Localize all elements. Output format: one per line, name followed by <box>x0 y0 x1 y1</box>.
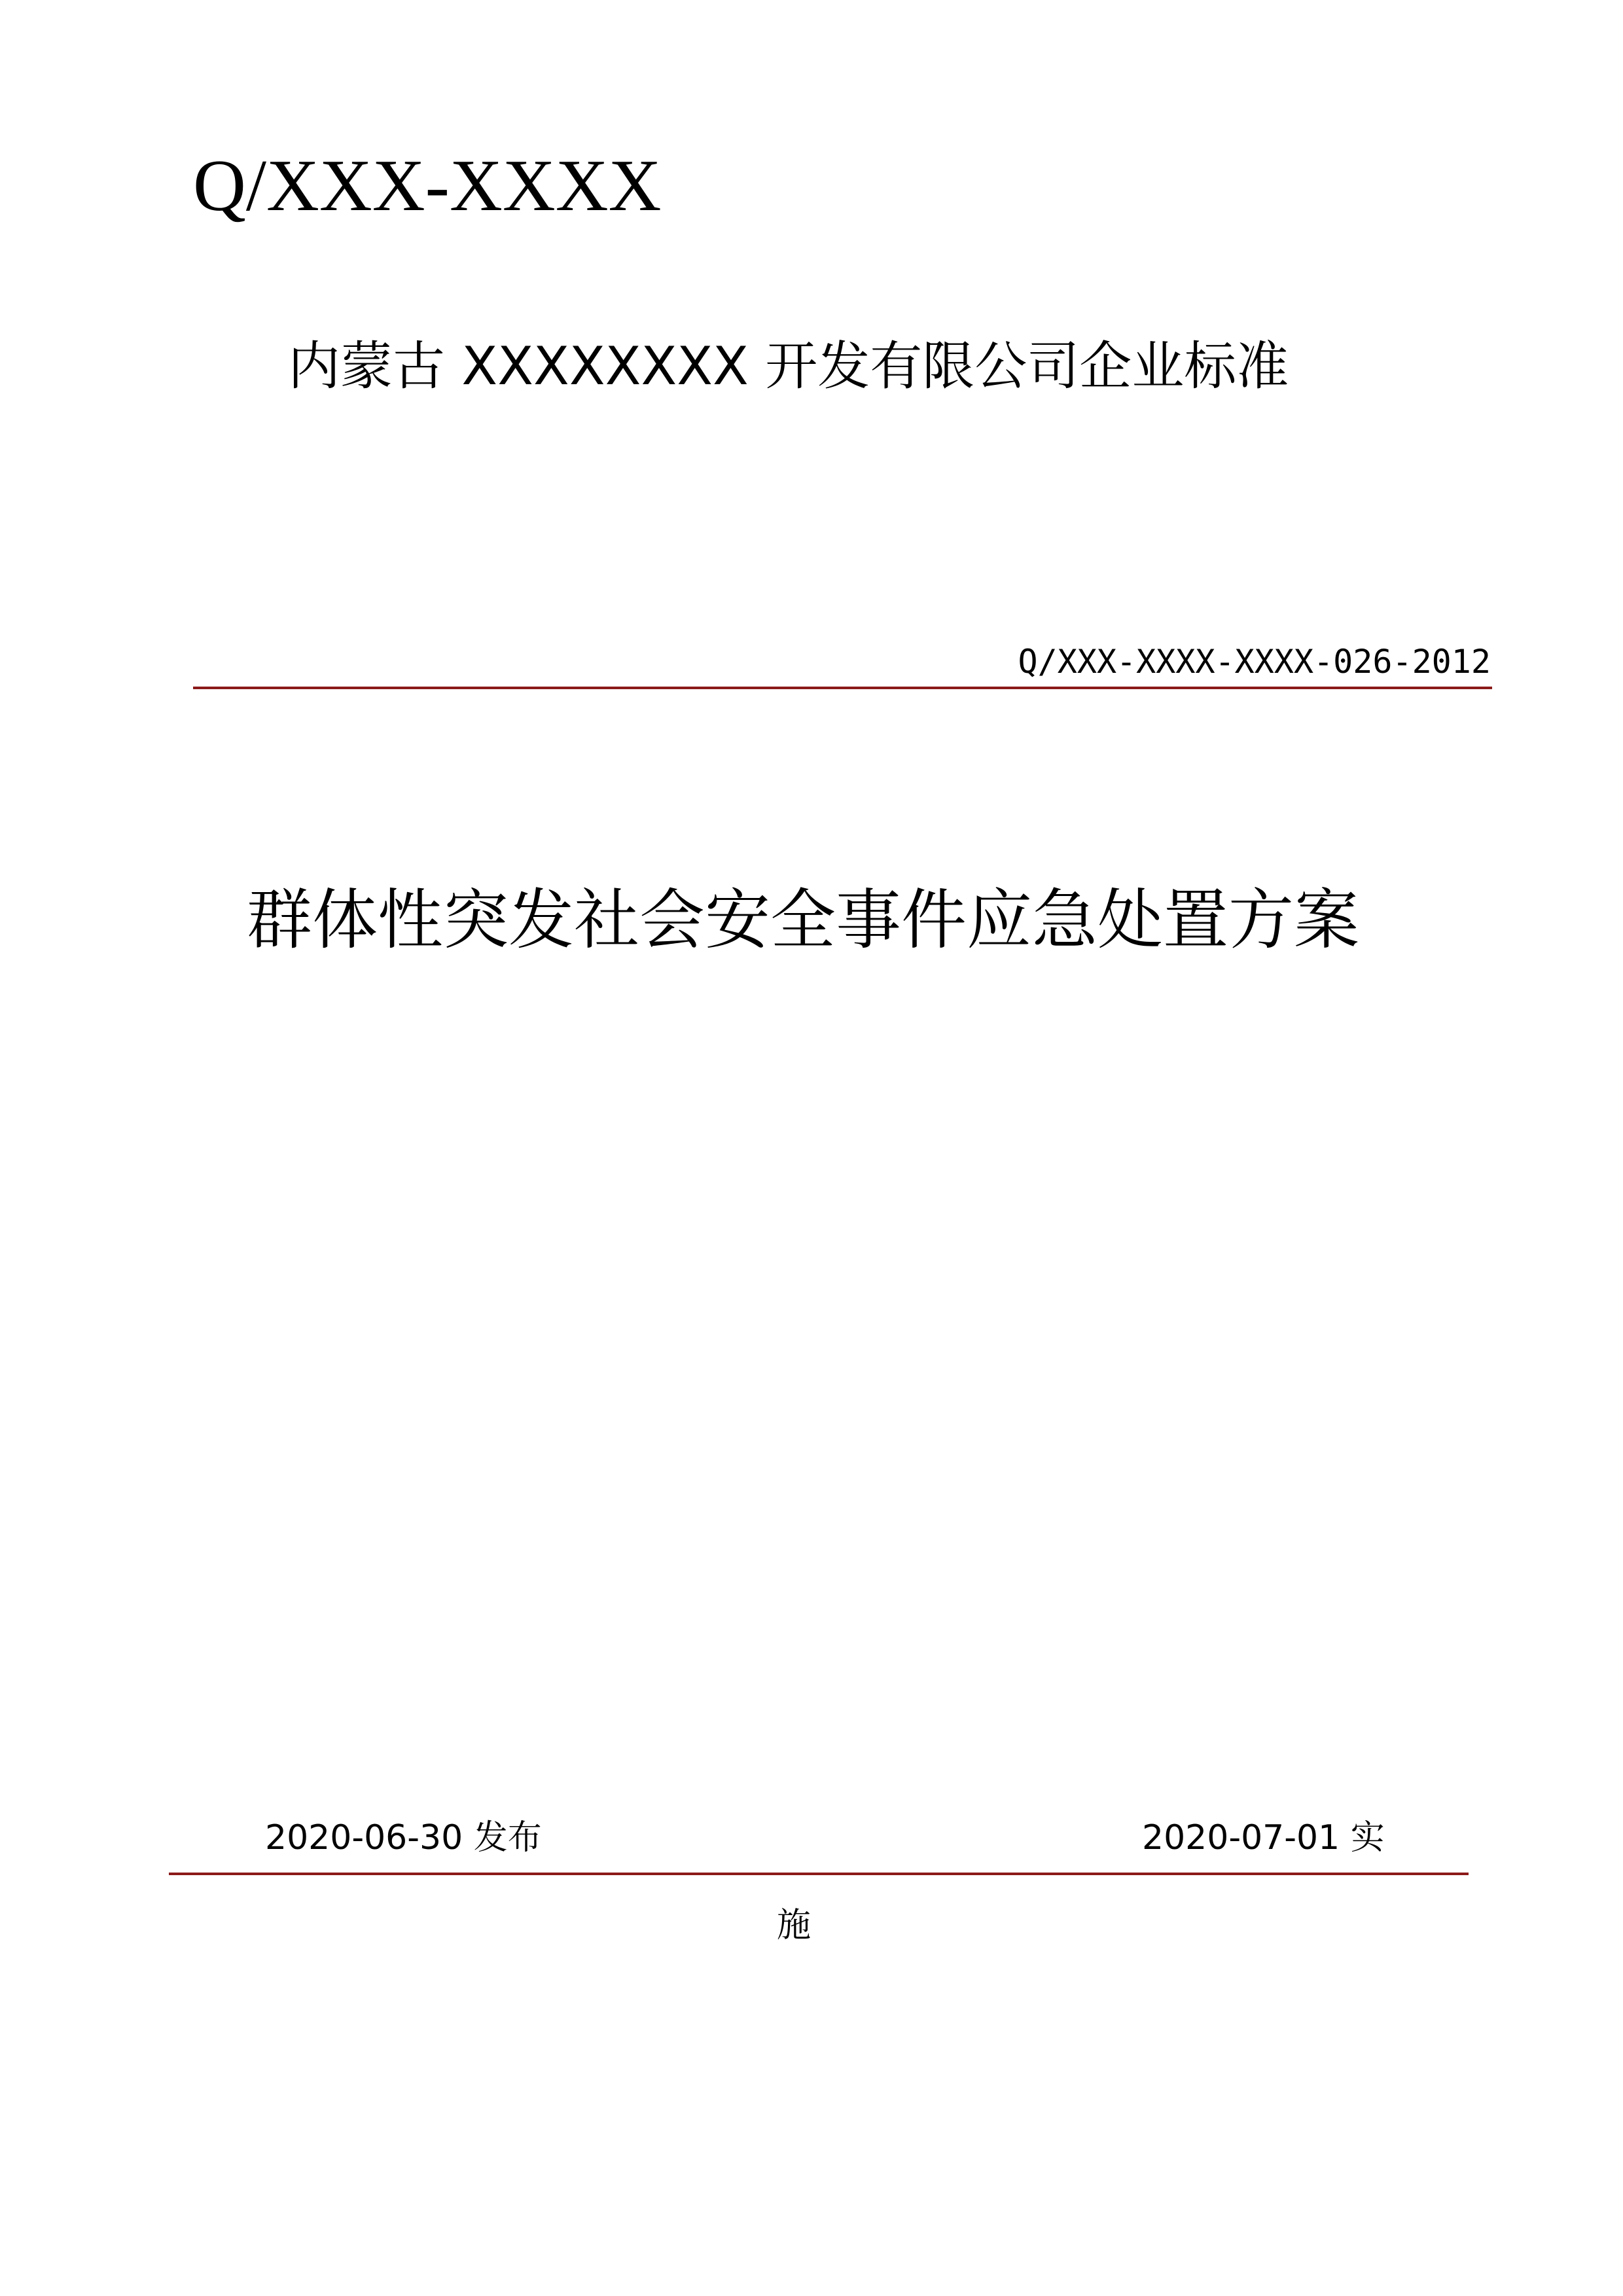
publish-date: 2020-06-30 发布 <box>265 1818 542 1857</box>
bottom-divider <box>169 1873 1469 1875</box>
company-standard-heading: 内蒙古 XXXXXXXX 开发有限公司企业标准 <box>288 336 1289 397</box>
top-divider <box>193 687 1492 689</box>
document-number: Q/XXX-XXXX-XXXX-026-2012 <box>1018 643 1491 681</box>
standard-code: Q/XXX-XXXX <box>193 145 662 226</box>
document-title: 群体性突发社会安全事件应急处置方案 <box>247 882 1359 958</box>
effective-date: 2020-07-01 实 <box>1142 1818 1385 1857</box>
effective-date-tail: 施 <box>777 1906 812 1945</box>
